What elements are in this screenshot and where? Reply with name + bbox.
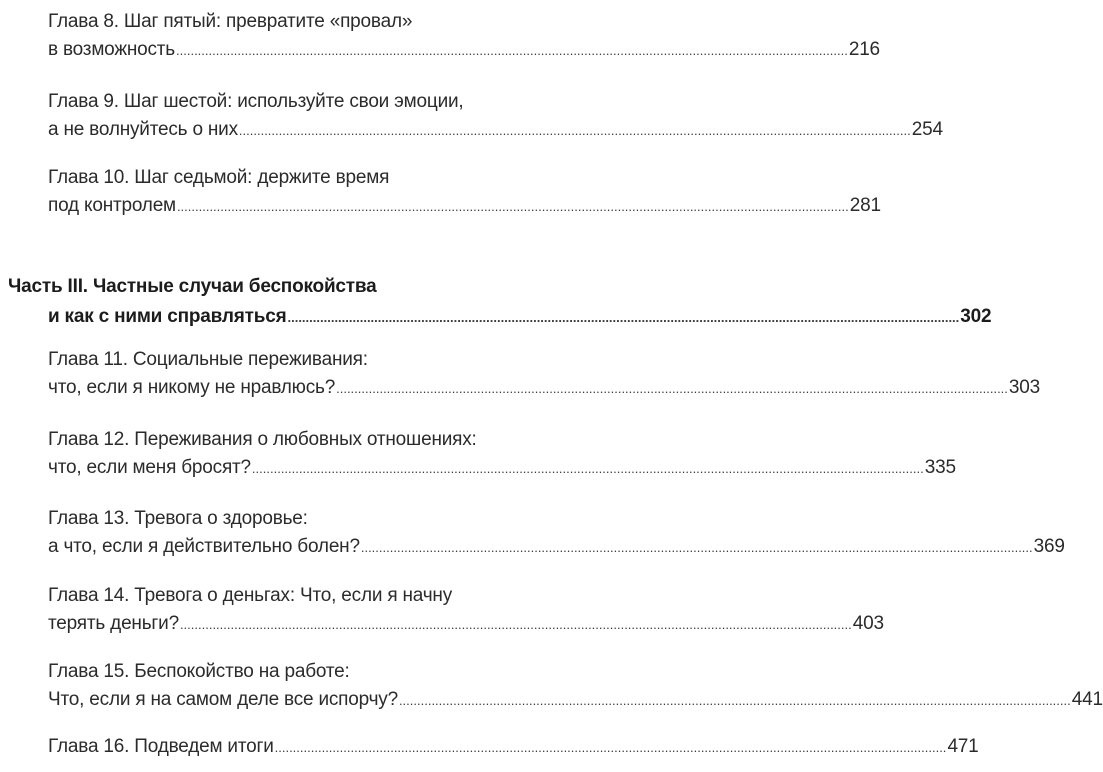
dot-leader: .......................................................................................................................................................................................... bbox=[176, 43, 848, 58]
toc-entry-leader-line bbox=[48, 686, 1103, 715]
toc-entry-chapter-10[interactable] bbox=[48, 164, 881, 221]
toc-entry-leader-line bbox=[48, 374, 1041, 403]
toc-entry-title-line2: что, если я никому не нравлюсь? bbox=[48, 377, 336, 398]
toc-entry-chapter-14[interactable] bbox=[48, 582, 884, 639]
toc-entry-page-number: 335 bbox=[924, 457, 956, 478]
dot-leader: .......................................................................................................................................................................................... bbox=[287, 310, 960, 325]
toc-entry-title-line1: Глава 15. Беспокойство на работе: bbox=[48, 661, 350, 682]
toc-entry-title-line1: Глава 10. Шаг седьмой: держите время bbox=[48, 167, 390, 188]
toc-entry-title-line2: под контролем bbox=[48, 195, 176, 216]
dot-leader: .......................................................................................................................................................................................... bbox=[336, 381, 1008, 396]
dot-leader: .......................................................................................................................................................................................... bbox=[360, 540, 1033, 555]
toc-entry-leader-line bbox=[48, 116, 943, 145]
toc-entry-title: Глава 16. Подведем итоги bbox=[48, 736, 274, 757]
toc-entry-title-line2: а что, если я действительно болен? bbox=[48, 536, 360, 557]
toc-entry-chapter-12[interactable] bbox=[48, 426, 956, 483]
toc-part-title-line1: Часть III. Частные случаи беспокойства bbox=[8, 276, 377, 297]
toc-entry-page-number: 471 bbox=[947, 736, 979, 757]
toc-entry-page-number: 369 bbox=[1033, 536, 1065, 557]
toc-entry-title-line2: что, если меня бросят? bbox=[48, 457, 251, 478]
dot-leader: .......................................................................................................................................................................................... bbox=[238, 123, 911, 138]
toc-entry-title-line1: Глава 11. Социальные переживания: bbox=[48, 349, 368, 370]
toc-entry-page-number: 254 bbox=[911, 119, 943, 140]
toc-entry-leader-line bbox=[48, 36, 880, 65]
toc-entry-page-number: 216 bbox=[848, 39, 880, 60]
dot-leader: .......................................................................................................................................................................................... bbox=[274, 740, 947, 755]
toc-entry-page-number: 281 bbox=[849, 195, 881, 216]
toc-entry-page-number: 441 bbox=[1071, 689, 1103, 710]
toc-entry-leader-line bbox=[48, 733, 979, 762]
toc-entry-page-number: 303 bbox=[1008, 377, 1041, 398]
toc-entry-chapter-9[interactable] bbox=[48, 88, 943, 145]
toc-entry-title-line1: Глава 9. Шаг шестой: используйте свои эмоции, bbox=[48, 91, 464, 112]
toc-entry-title-line1: Глава 8. Шаг пятый: превратите «провал» bbox=[48, 11, 413, 32]
toc-entry-title-line2: терять деньги? bbox=[48, 613, 179, 634]
toc-entry-leader-line bbox=[48, 533, 1065, 562]
toc-entry-title-line2: Что, если я на самом деле все испорчу? bbox=[48, 689, 398, 710]
toc-part-leader-line bbox=[8, 302, 992, 333]
toc-entry-leader-line bbox=[48, 610, 884, 639]
toc-entry-title-line2: в возможность bbox=[48, 39, 176, 60]
toc-entry-leader-line bbox=[48, 192, 881, 221]
toc-entry-chapter-13[interactable] bbox=[48, 505, 1065, 562]
toc-entry-title-line1: Глава 13. Тревога о здоровье: bbox=[48, 508, 308, 529]
toc-part-3[interactable] bbox=[8, 272, 992, 333]
toc-entry-chapter-11[interactable] bbox=[48, 346, 1041, 403]
dot-leader: .......................................................................................................................................................................................... bbox=[176, 199, 849, 214]
toc-entry-title-line2: а не волнуйтесь о них bbox=[48, 119, 238, 140]
toc-entry-chapter-16[interactable] bbox=[48, 733, 979, 762]
dot-leader: .......................................................................................................................................................................................... bbox=[179, 617, 852, 632]
dot-leader: .......................................................................................................................................................................................... bbox=[251, 461, 924, 476]
toc-part-page-number: 302 bbox=[960, 306, 992, 327]
toc-entry-chapter-15[interactable] bbox=[48, 658, 1103, 715]
toc-entry-title-line1: Глава 12. Переживания о любовных отношениях: bbox=[48, 429, 477, 450]
toc-entry-leader-line bbox=[48, 454, 956, 483]
toc-entry-title-line1: Глава 14. Тревога о деньгах: Что, если я начну bbox=[48, 585, 453, 606]
toc-entry-chapter-8[interactable] bbox=[48, 8, 880, 65]
toc-part-title-line2: и как с ними справляться bbox=[48, 306, 287, 327]
dot-leader: .......................................................................................................................................................................................... bbox=[398, 693, 1071, 708]
toc-entry-page-number: 403 bbox=[852, 613, 884, 634]
